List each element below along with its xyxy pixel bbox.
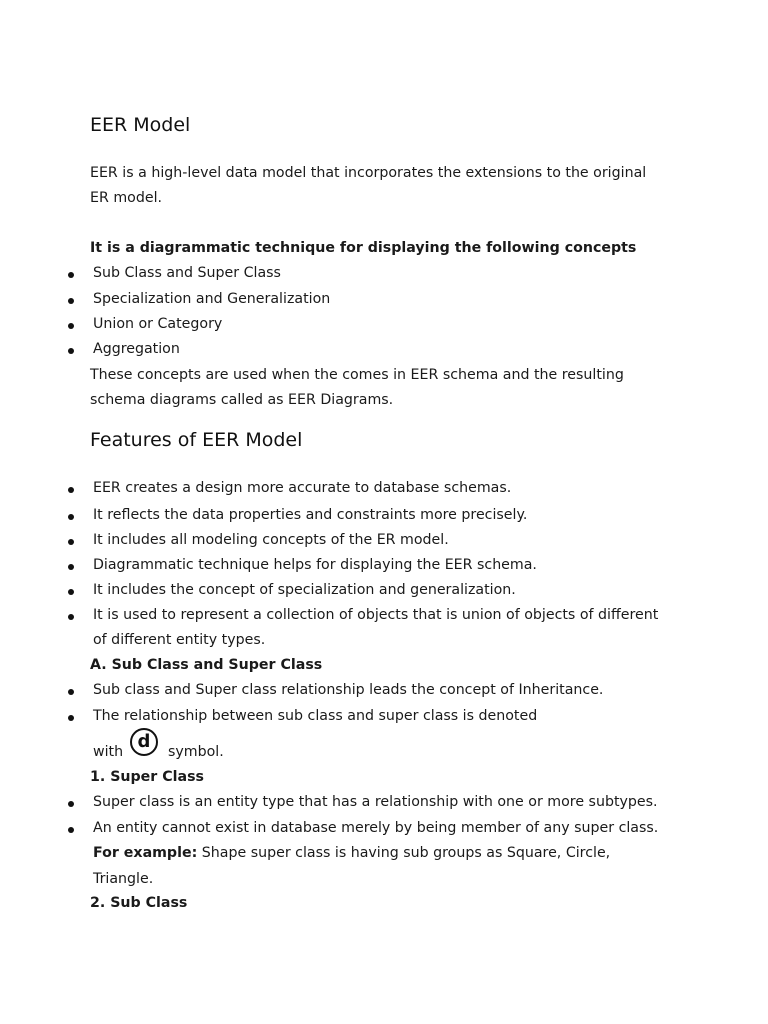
bullet-marker — [68, 514, 74, 520]
symbol-line-prefix: with — [93, 744, 124, 760]
concept-item: Sub Class and Super Class — [93, 265, 281, 281]
section-1-item: An entity cannot exist in database merely by being member of any super class. — [93, 820, 659, 836]
section-a-heading: A. Sub Class and Super Class — [90, 657, 323, 673]
concept-item: Union or Category — [93, 316, 223, 332]
feature-item-continued: of different entity types. — [93, 632, 266, 648]
bullet-marker — [68, 539, 74, 545]
section-1-heading: 1. Super Class — [90, 769, 204, 785]
example-text: Shape super class is having sub groups as Square, Circle, — [197, 845, 611, 861]
diagram-heading: It is a diagrammatic technique for displaying the following concepts — [90, 240, 637, 256]
example-line-2: Triangle. — [93, 871, 154, 887]
bullet-marker — [68, 272, 74, 278]
section-a-item: Sub class and Super class relationship leads the concept of Inheritance. — [93, 682, 604, 698]
feature-item: It is used to represent a collection of objects that is union of objects of different — [93, 607, 659, 623]
bullet-marker — [68, 348, 74, 354]
bullet-marker — [68, 564, 74, 570]
feature-item: EER creates a design more accurate to database schemas. — [93, 480, 512, 496]
feature-item: It includes the concept of specialization and generalization. — [93, 582, 516, 598]
section-a-item: The relationship between sub class and super class is denoted — [93, 708, 538, 724]
intro-line-1: EER is a high-level data model that incorporates the extensions to the original — [90, 165, 647, 181]
concept-item: Aggregation — [93, 341, 180, 357]
section-1-item: Super class is an entity type that has a relationship with one or more subtypes. — [93, 794, 658, 810]
example-line — [93, 845, 610, 861]
feature-item: It reflects the data properties and constraints more precisely. — [93, 507, 528, 523]
feature-item: Diagrammatic technique helps for displaying the EER schema. — [93, 557, 537, 573]
symbol-line-suffix: symbol. — [168, 744, 224, 760]
bullet-marker — [68, 589, 74, 595]
feature-item: It includes all modeling concepts of the ER model. — [93, 532, 449, 548]
bullet-marker — [68, 801, 74, 807]
bullet-marker — [68, 689, 74, 695]
bullet-marker — [68, 298, 74, 304]
concepts-note-line-1: These concepts are used when the comes in EER schema and the resulting — [90, 367, 624, 383]
bullet-marker — [68, 323, 74, 329]
heading-features: Features of EER Model — [90, 429, 303, 451]
concepts-note-line-2: schema diagrams called as EER Diagrams. — [90, 392, 394, 408]
disjoint-d-icon: d — [130, 728, 158, 756]
bullet-marker — [68, 487, 74, 493]
concept-item: Specialization and Generalization — [93, 291, 331, 307]
example-label: For example: — [93, 845, 198, 861]
bullet-marker — [68, 827, 74, 833]
intro-line-2: ER model. — [90, 190, 163, 206]
section-2-heading: 2. Sub Class — [90, 895, 188, 911]
bullet-marker — [68, 614, 74, 620]
heading-eer-model: EER Model — [90, 114, 191, 136]
bullet-marker — [68, 715, 74, 721]
